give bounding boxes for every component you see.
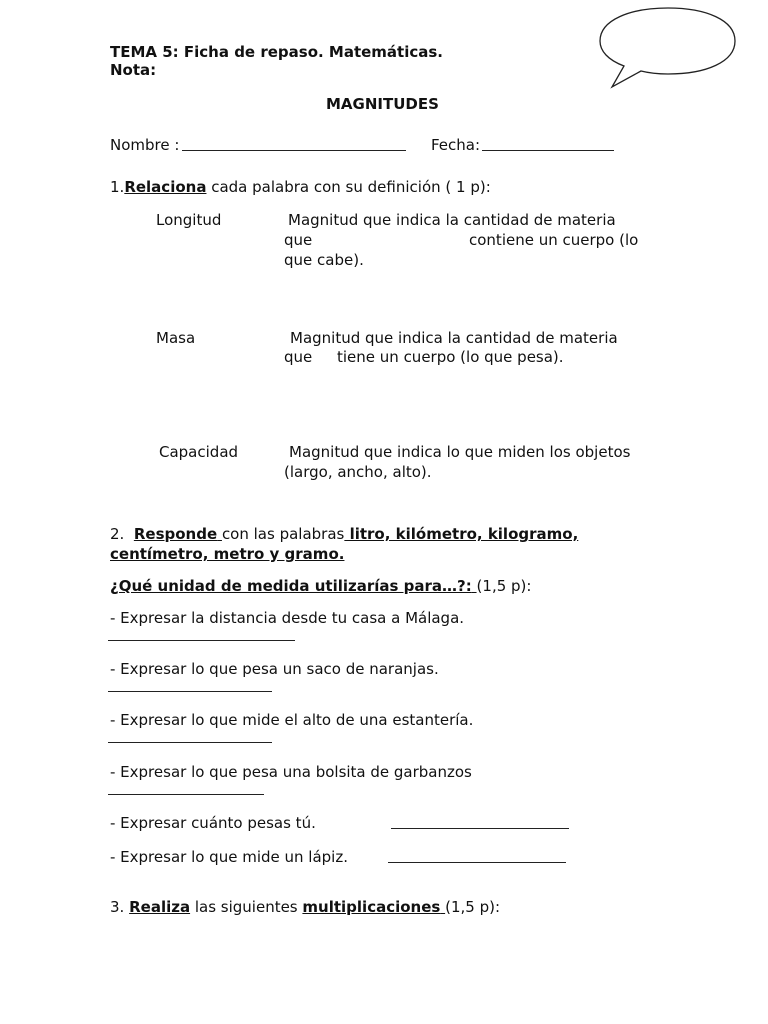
q2-words-line-2: centímetro, metro y gramo. — [110, 545, 345, 563]
definition-3-line-1: Magnitud que indica lo que miden los objetos — [289, 443, 631, 461]
q2-item-3: - Expresar lo que mide el alto de una estantería. — [110, 711, 474, 729]
definition-3-line-2: (largo, ancho, alto). — [284, 463, 432, 481]
page-heading: MAGNITUDES — [326, 95, 439, 113]
definition-1-line-3: que cabe). — [284, 251, 364, 269]
definition-1-que: que — [284, 231, 313, 249]
q2-question — [110, 576, 531, 596]
q2-answer-2[interactable] — [108, 691, 272, 692]
q2-item-2: - Expresar lo que pesa un saco de naranjas. — [110, 660, 439, 678]
q2-words-line-1: litro, kilómetro, kilogramo, — [344, 525, 579, 543]
q2-item-1: - Expresar la distancia desde tu casa a Málaga. — [110, 609, 465, 627]
q1-number: 1. — [110, 178, 125, 196]
q1-rest: cada palabra con su definición ( 1 p): — [206, 178, 491, 196]
q2-instruction — [110, 524, 578, 544]
q2-answer-6[interactable] — [388, 862, 566, 863]
q2-verb: Responde — [133, 525, 218, 543]
term-masa: Masa — [156, 329, 196, 347]
q2-item-4: - Expresar lo que pesa una bolsita de garbanzos — [110, 763, 472, 781]
q2-answer-1[interactable] — [108, 640, 295, 641]
q2-answer-5[interactable] — [391, 828, 569, 829]
q2-item-5: - Expresar cuánto pesas tú. — [110, 814, 316, 832]
q3-middle: las siguientes — [190, 898, 303, 916]
term-longitud: Longitud — [156, 211, 222, 229]
q2-number: 2. — [110, 525, 125, 543]
q2-item-6: - Expresar lo que mide un lápiz. — [110, 848, 348, 866]
q1-instruction — [110, 177, 491, 197]
grade-label: Nota: — [110, 61, 157, 79]
term-capacidad: Capacidad — [159, 443, 239, 461]
q3-number: 3. — [110, 898, 125, 916]
q3-verb: Realiza — [129, 898, 191, 916]
definition-2-que: que — [284, 348, 313, 366]
q3-points: (1,5 p): — [445, 898, 501, 916]
q2-question-text: ¿Qué unidad de medida utilizarías para…?: — [110, 577, 472, 595]
q2-points: (1,5 p): — [476, 577, 532, 595]
date-label: Fecha: — [431, 136, 481, 154]
q3-instruction — [110, 897, 500, 917]
date-field[interactable] — [482, 150, 614, 151]
definition-1-line-1: Magnitud que indica la cantidad de materia — [288, 211, 616, 229]
definition-2-line-2: tiene un cuerpo (lo que pesa). — [337, 348, 564, 366]
q2-answer-4[interactable] — [108, 794, 264, 795]
name-label: Nombre : — [110, 136, 180, 154]
q3-bold: multiplicaciones — [302, 898, 441, 916]
q2-rest: con las palabras — [221, 525, 345, 543]
speech-bubble-icon — [596, 6, 740, 90]
definition-1-line-2: contiene un cuerpo (lo — [469, 231, 639, 249]
worksheet-title: TEMA 5: Ficha de repaso. Matemáticas. — [110, 43, 444, 61]
q1-verb: Relaciona — [124, 178, 207, 196]
q2-answer-3[interactable] — [108, 742, 272, 743]
name-field[interactable] — [182, 150, 406, 151]
definition-2-line-1: Magnitud que indica la cantidad de materia — [290, 329, 618, 347]
